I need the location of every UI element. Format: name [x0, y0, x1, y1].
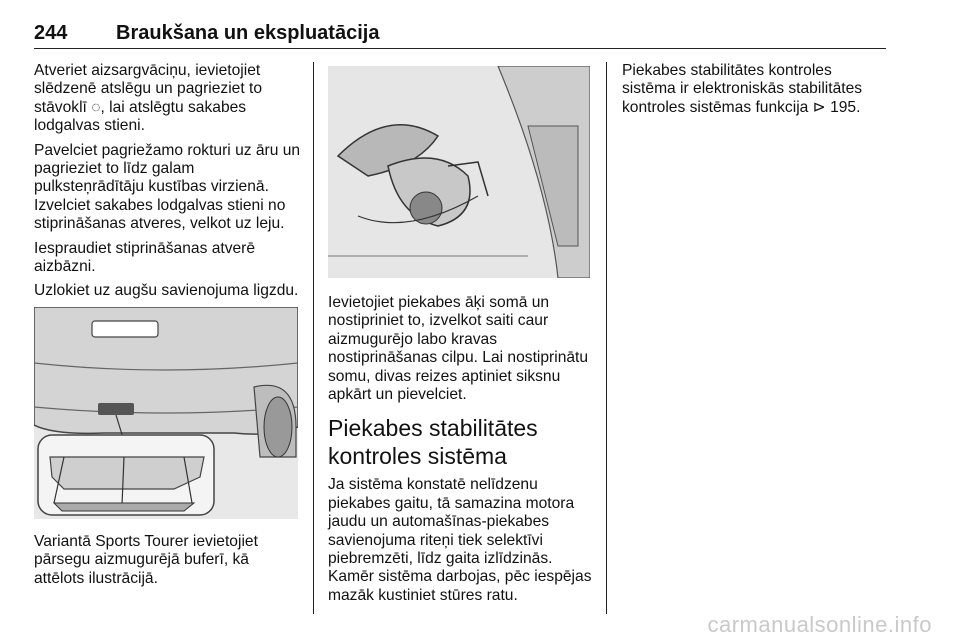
- header-divider: [34, 48, 886, 49]
- column-divider-2: [606, 62, 607, 614]
- column-3: [622, 62, 884, 123]
- chapter-title: Braukšana un ekspluatācija: [116, 22, 380, 44]
- bumper-cover-illustration: [34, 307, 302, 519]
- paragraph-socket: Uzlokiet uz augšu savienojuma ligzdu.: [34, 282, 299, 300]
- column-divider-1: [313, 62, 314, 614]
- section-heading: Piekabes stabilitātes kontroles sistēma: [328, 415, 538, 470]
- paragraph-remove-bar: Pavelciet pagriežamo rokturi uz āru un pagrieziet to līdz galam pulksteņrādītāju kustības virzienā. Izvelciet sakabes lodgalvas stieni no stiprināšanas atveres, velkot uz leju.: [34, 141, 301, 233]
- paragraph-esc-reference: Piekabes stabilitātes kontroles sistēma ir elektroniskās stabilitātes kontroles sistēmas funkcija ⊳ 195.: [622, 62, 863, 116]
- paragraph-unlock: Atveriet aizsargvāciņu, ievietojiet slēdzenē atslēgu un pagrieziet to stāvoklī ◌, lai atslēgtu sakabes lodgalvas stieni.: [34, 62, 262, 135]
- paragraph-bag: Ievietojiet piekabes āķi somā un nostipriniet to, izvelkot saiti caur aizmugurējo labo kravas nostiprināšanas cilpu. Lai nostiprinātu somu, divas reizes aptiniet siksnu apkārt un pievelciet.: [328, 294, 589, 404]
- column-2: [328, 62, 592, 611]
- watermark: carmanualsonline.info: [707, 612, 932, 637]
- page-header: [34, 22, 886, 50]
- paragraph-plug: Iespraudiet stiprināšanas atverē aizbāzni.: [34, 239, 256, 276]
- column-1: [34, 62, 302, 594]
- paragraph-stability: Ja sistēma konstatē nelīdzenu piekabes gaitu, tā samazina motora jaudu un automašīnas-piekabes savienojuma riteņi tiek selektīvi piebremzēti, līdz gaita izlīdzinās. Kamēr sistēma darbojas, pēc iespējas mazāk kustiniet stūres ratu.: [328, 476, 592, 604]
- page-number: 244: [34, 22, 68, 44]
- paragraph-sports-tourer: Variantā Sports Tourer ievietojiet pārsegu aizmugurējā buferī, kā attēlots ilustrācijā.: [34, 532, 258, 587]
- towbar-bag-illustration: [328, 66, 592, 278]
